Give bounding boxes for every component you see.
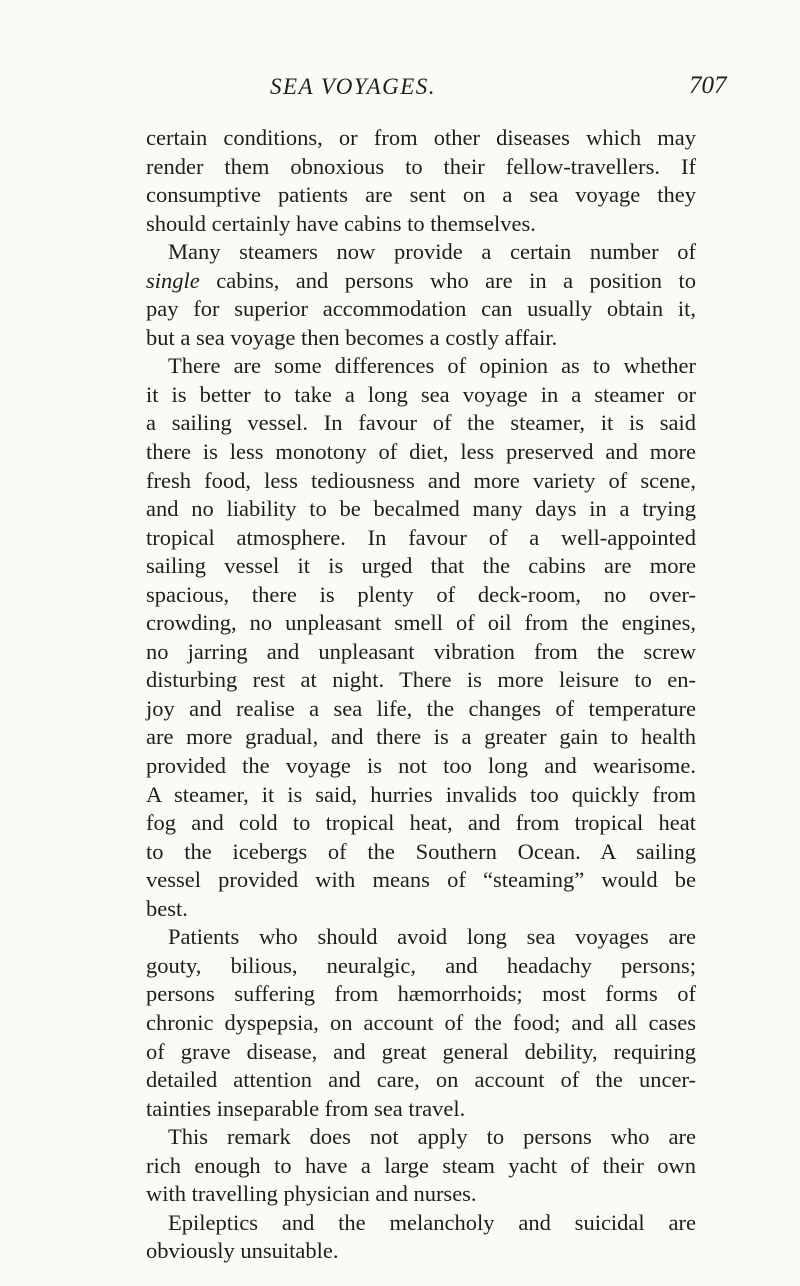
text-line: of grave disease, and great general debility, requiring [146,1038,696,1064]
text-line: gouty, bilious, neuralgic, and headachy persons; [146,952,696,978]
text-line: rich enough to have a large steam yacht of their own [146,1152,696,1178]
text-line: certain conditions, or from other diseases which may [146,125,696,150]
text-line: to the icebergs of the Southern Ocean. A sailing [146,838,696,864]
text-line: a sailing vessel. In favour of the steamer, it is said [146,410,696,436]
text-line [146,267,696,296]
text-line: best. [146,895,188,921]
text-line: pay for superior accommodation can usually obtain it, [146,296,696,322]
text-fragment: cabins, and persons who are in a position to [199,267,696,293]
text-line: persons suffering from hæmorrhoids; most forms of [146,981,696,1007]
running-head-title: SEA VOYAGES. [270,74,437,99]
text-line: vessel provided with means of “steaming” would be [146,867,696,893]
text-line: This remark does not apply to persons who are [168,1124,696,1150]
text-line: it is better to take a long sea voyage in a steamer or [146,381,696,407]
italic-word: single [146,267,200,293]
text-line: render them obnoxious to their fellow-travellers. If [146,153,696,179]
text-line: crowding, no unpleasant smell of oil from the engines, [146,610,696,636]
text-line: Epileptics and the melancholy and suicidal are [168,1209,696,1235]
text-line: A steamer, it is said, hurries invalids too quickly from [146,781,696,807]
page-number: 707 [689,72,727,99]
text-line: are more gradual, and there is a greater gain to health [146,724,696,750]
text-line: but a sea voyage then becomes a costly affair. [146,324,558,350]
text-line: there is less monotony of diet, less preserved and more [146,439,696,465]
text-line: and no liability to be becalmed many days in a trying [146,496,696,522]
text-line: disturbing rest at night. There is more leisure to en- [146,667,696,693]
text-line: chronic dyspepsia, on account of the food; and all cases [146,1009,696,1035]
text-line: no jarring and unpleasant vibration from the screw [146,638,696,664]
text-line: spacious, there is plenty of deck-room, no over- [146,581,696,607]
body-text [146,124,696,1266]
text-line: consumptive patients are sent on a sea voyage they [146,182,696,208]
text-line: tropical atmosphere. In favour of a well-appointed [146,524,696,550]
text-line: detailed attention and care, on account of the uncer- [146,1067,696,1093]
text-line: Patients who should avoid long sea voyages are [168,924,696,950]
text-line: fog and cold to tropical heat, and from tropical heat [146,810,696,836]
text-line: sailing vessel it is urged that the cabins are more [146,553,696,579]
text-line: Many steamers now provide a certain number of [168,239,696,265]
text-line: There are some differences of opinion as to whether [168,353,696,379]
text-line: with travelling physician and nurses. [146,1181,477,1207]
text-line: tainties inseparable from sea travel. [146,1095,466,1121]
text-line: obviously unsuitable. [146,1238,339,1264]
text-line: provided the voyage is not too long and wearisome. [146,753,696,779]
text-line: fresh food, less tediousness and more variety of scene, [146,467,696,493]
text-line: joy and realise a sea life, the changes of temperature [146,695,696,721]
text-line: should certainly have cabins to themselves. [146,210,536,236]
